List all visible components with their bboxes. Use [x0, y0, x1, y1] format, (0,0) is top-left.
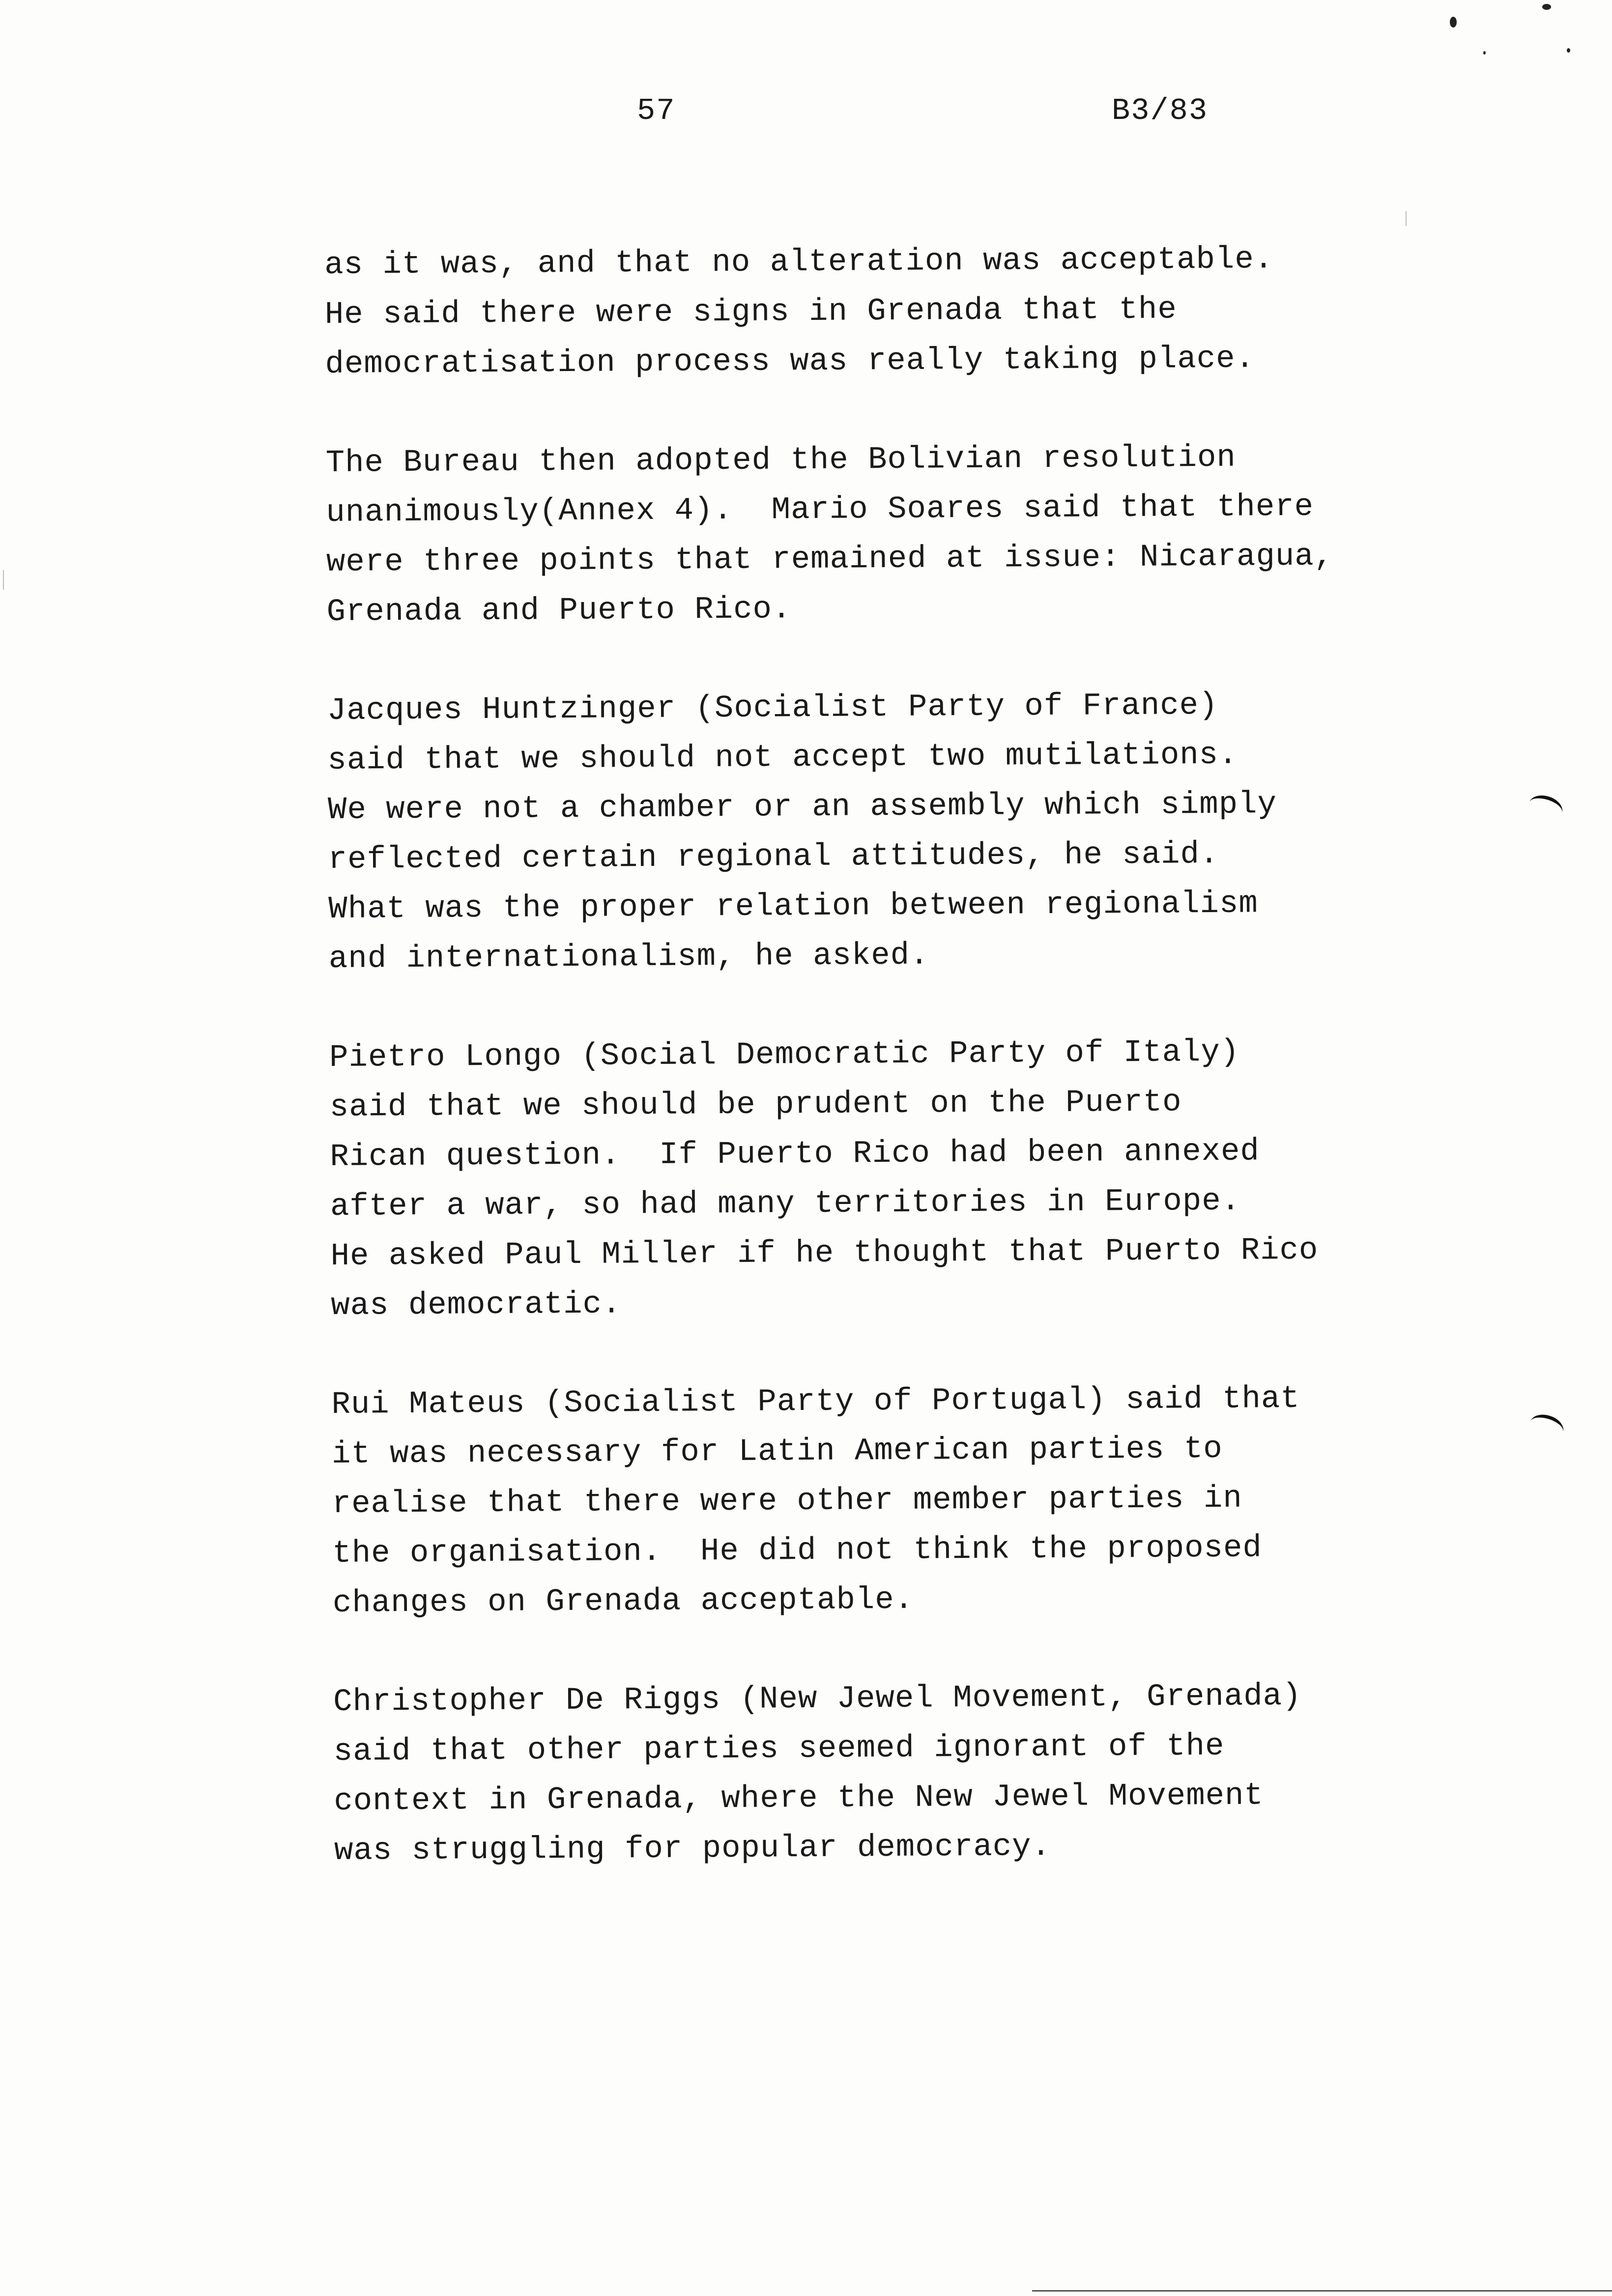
text-line: democratisation process was really taking place. — [325, 341, 1255, 382]
scan-edge-line — [1032, 2290, 1612, 2292]
scan-speck — [1450, 17, 1457, 28]
scan-speck — [1567, 48, 1570, 53]
text-line: was struggling for popular democracy. — [334, 1829, 1051, 1869]
text-line: realise that there were other member parties in — [332, 1481, 1242, 1522]
text-line: the organisation. He did not think the proposed — [332, 1530, 1263, 1572]
text-line: and internationalism, he asked. — [328, 938, 929, 977]
text-line: What was the proper relation between regionalism — [328, 886, 1258, 927]
text-line: context in Grenada, where the New Jewel Movement — [334, 1778, 1264, 1819]
text-line: unanimously(Annex 4). Mario Soares said that there — [326, 489, 1314, 531]
document-reference: B3/83 — [1112, 93, 1209, 128]
paragraph-4 — [329, 1027, 1412, 1331]
text-line: Rui Mateus (Socialist Party of Portugal) said that — [331, 1381, 1300, 1423]
text-line: We were not a chamber or an assembly which simply — [327, 787, 1277, 828]
margin-speck — [1406, 211, 1407, 226]
punch-hole-mark — [1526, 1410, 1566, 1443]
text-line: said that we should not accept two mutilations. — [327, 737, 1238, 778]
paragraph-3 — [327, 680, 1410, 984]
text-line: it was necessary for Latin American parties to — [331, 1431, 1223, 1472]
paragraph-5 — [331, 1374, 1414, 1629]
text-line: were three points that remained at issue: Nicaragua, — [326, 539, 1334, 580]
punch-hole-mark — [1526, 791, 1565, 824]
text-line: Rican question. If Puerto Rico had been annexed — [330, 1134, 1260, 1175]
paragraph-2 — [325, 432, 1408, 637]
text-line: Grenada and Puerto Rico. — [326, 592, 792, 630]
text-line: said that other parties seemed ignorant of the — [333, 1728, 1225, 1770]
paragraph-1 — [324, 234, 1407, 390]
scan-speck — [1483, 51, 1486, 55]
text-line: Jacques Huntzinger (Socialist Party of France) — [327, 688, 1218, 729]
text-line: reflected certain regional attitudes, he said. — [328, 836, 1219, 878]
text-line: as it was, and that no alteration was acceptable. — [324, 242, 1274, 283]
text-line: said that we should be prudent on the Puerto — [329, 1085, 1182, 1125]
text-line: He asked Paul Miller if he thought that Puerto Rico — [330, 1233, 1319, 1274]
scan-speck — [1542, 4, 1551, 10]
text-line: The Bureau then adopted the Bolivian resolution — [325, 440, 1237, 481]
text-line: was democratic. — [331, 1287, 622, 1324]
text-line: Christopher De Riggs (New Jewel Movement, Grenada) — [333, 1678, 1302, 1720]
page-number: 57 — [637, 93, 676, 128]
document-body — [324, 234, 1416, 1925]
text-line: after a war, so had many territories in Europe. — [330, 1183, 1241, 1225]
paragraph-6 — [333, 1671, 1415, 1876]
text-line: changes on Grenada acceptable. — [332, 1582, 914, 1621]
text-line: Pietro Longo (Social Democratic Party of Italy) — [329, 1034, 1240, 1076]
margin-speck — [3, 570, 4, 590]
text-line: He said there were signs in Grenada that the — [324, 292, 1177, 333]
